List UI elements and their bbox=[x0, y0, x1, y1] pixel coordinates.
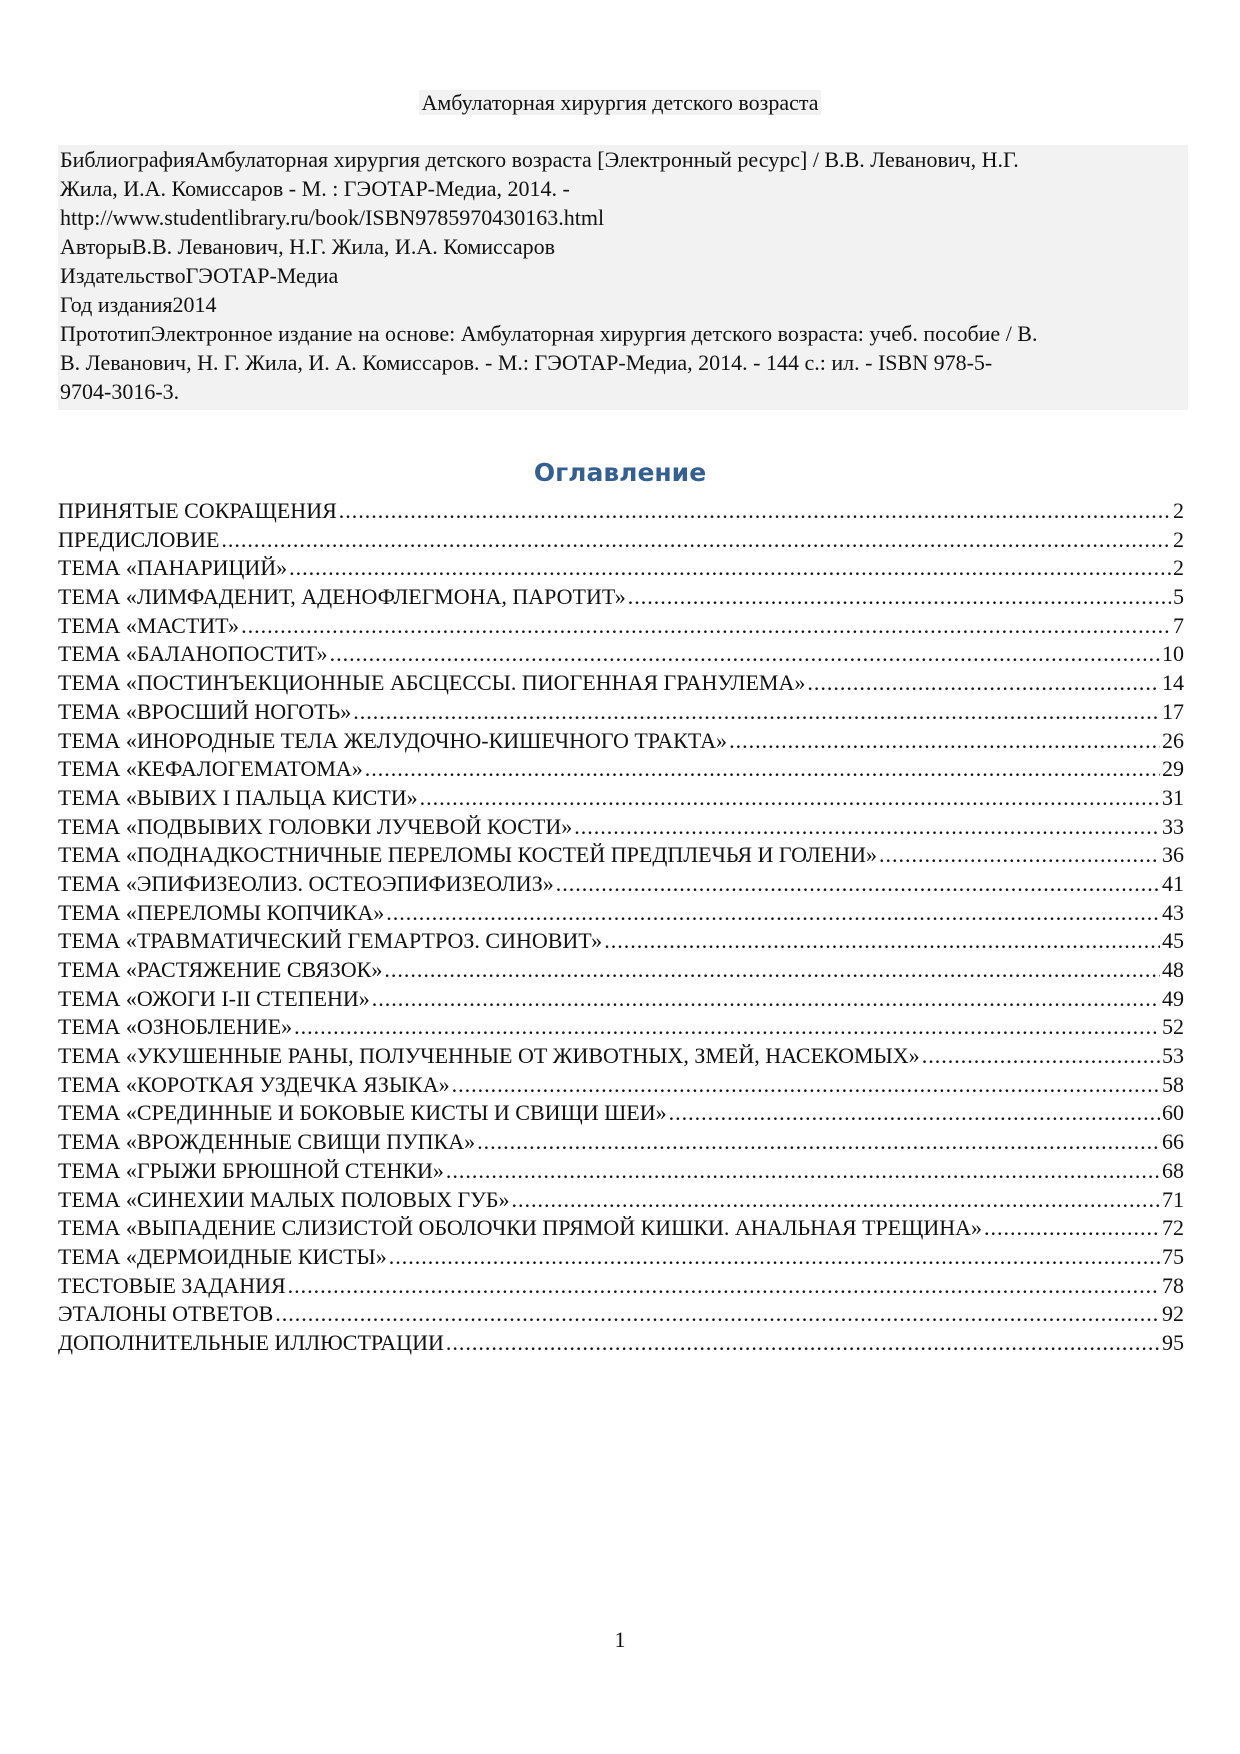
toc-entry-page: 29 bbox=[1162, 756, 1184, 782]
toc-entry[interactable] bbox=[58, 1300, 1184, 1329]
toc-dot-leader bbox=[221, 526, 1171, 555]
toc-heading: Оглавление bbox=[533, 458, 707, 487]
toc-dot-leader bbox=[365, 755, 1160, 784]
toc-entry-page: 95 bbox=[1162, 1329, 1184, 1355]
toc-entry-label: ТЕМА «ИНОРОДНЫЕ ТЕЛА ЖЕЛУДОЧНО-КИШЕЧНОГО ТРАКТА» bbox=[58, 727, 728, 753]
toc-dot-leader bbox=[386, 899, 1160, 928]
toc-entry[interactable] bbox=[58, 899, 1184, 928]
toc-entry-page: 78 bbox=[1162, 1272, 1184, 1298]
toc-entry-page: 5 bbox=[1173, 584, 1184, 610]
toc-entry-label: ТЕМА «ПОДНАДКОСТНИЧНЫЕ ПЕРЕЛОМЫ КОСТЕЙ ПРЕДПЛЕЧЬЯ И ГОЛЕНИ» bbox=[58, 842, 877, 868]
toc-entry-page: 92 bbox=[1162, 1301, 1184, 1327]
toc-dot-leader bbox=[353, 698, 1160, 727]
bibliography-url[interactable]: http://www.studentlibrary.ru/book/ISBN9785970430163.html bbox=[60, 205, 605, 230]
toc-entry-label: ТЕМА «ПАНАРИЦИЙ» bbox=[58, 555, 288, 581]
toc-entry-page: 66 bbox=[1162, 1129, 1184, 1155]
bibliography-line: АвторыВ.В. Леванович, Н.Г. Жила, И.А. Комиссаров bbox=[60, 234, 556, 259]
toc-entry[interactable] bbox=[58, 1071, 1184, 1100]
toc-dot-leader bbox=[389, 1243, 1160, 1272]
toc-dot-leader bbox=[452, 1071, 1160, 1100]
toc-dot-leader bbox=[922, 1042, 1160, 1071]
toc-dot-leader bbox=[574, 813, 1160, 842]
toc-entry[interactable] bbox=[58, 497, 1184, 526]
toc-entry[interactable] bbox=[58, 813, 1184, 842]
toc-dot-leader bbox=[511, 1186, 1160, 1215]
toc-dot-leader bbox=[879, 841, 1160, 870]
toc-entry[interactable] bbox=[58, 1099, 1184, 1128]
toc-entry-label: ТЕМА «РАСТЯЖЕНИЕ СВЯЗОК» bbox=[58, 957, 383, 982]
toc-entry-label: ТЕМА «МАСТИТ» bbox=[58, 612, 240, 638]
toc-dot-leader bbox=[420, 784, 1160, 813]
toc-entry-page: 52 bbox=[1162, 1014, 1184, 1040]
page-number: 1 bbox=[614, 1627, 626, 1652]
toc-dot-leader bbox=[446, 1157, 1160, 1186]
toc-entry-label: ТЕМА «ПОДВЫВИХ ГОЛОВКИ ЛУЧЕВОЙ КОСТИ» bbox=[58, 813, 573, 839]
toc-entry-label: ТЕМА «ТРАВМАТИЧЕСКИЙ ГЕМАРТРОЗ. СИНОВИТ» bbox=[58, 928, 603, 954]
toc-entry[interactable] bbox=[58, 640, 1184, 669]
toc-entry[interactable] bbox=[58, 1272, 1184, 1301]
toc-entry-page: 49 bbox=[1162, 985, 1184, 1011]
toc-entry[interactable] bbox=[58, 755, 1184, 784]
toc-entry[interactable] bbox=[58, 1042, 1184, 1071]
bibliography-line: 9704-3016-3. bbox=[60, 379, 180, 404]
toc-entry-page: 58 bbox=[1162, 1071, 1184, 1097]
toc-entry[interactable] bbox=[58, 526, 1184, 555]
toc-entry[interactable] bbox=[58, 1186, 1184, 1215]
toc-entry-page: 53 bbox=[1162, 1043, 1184, 1069]
toc-entry[interactable] bbox=[58, 1013, 1184, 1042]
toc-entry-label: ТЕМА «ВЫВИХ I ПАЛЬЦА КИСТИ» bbox=[58, 784, 418, 810]
toc-dot-leader bbox=[556, 870, 1160, 899]
toc-dot-leader bbox=[628, 583, 1171, 612]
toc-entry-page: 10 bbox=[1162, 641, 1184, 667]
toc-entry[interactable] bbox=[58, 985, 1184, 1014]
toc-dot-leader bbox=[288, 1272, 1160, 1301]
toc-entry[interactable] bbox=[58, 1214, 1184, 1243]
toc-entry[interactable] bbox=[58, 1243, 1184, 1272]
toc-entry[interactable] bbox=[58, 669, 1184, 698]
toc-dot-leader bbox=[330, 640, 1160, 669]
toc-dot-leader bbox=[669, 1099, 1160, 1128]
toc-entry-label: ТЕМА «ЭПИФИЗЕОЛИЗ. ОСТЕОЭПИФИЗЕОЛИЗ» bbox=[58, 870, 554, 896]
toc-dot-leader bbox=[275, 1300, 1160, 1329]
toc-entry-label: ПРИНЯТЫЕ СОКРАЩЕНИЯ bbox=[58, 498, 337, 523]
toc-entry[interactable] bbox=[58, 784, 1184, 813]
toc-entry-label: ТЕМА «КЕФАЛОГЕМАТОМА» bbox=[58, 756, 363, 782]
toc-entry-page: 36 bbox=[1162, 842, 1184, 868]
toc-entry-label: ТЕМА «ВРОЖДЕННЫЕ СВИЩИ ПУПКА» bbox=[58, 1129, 476, 1155]
bibliography-line: ИздательствоГЭОТАР-Медиа bbox=[60, 263, 339, 288]
document-title bbox=[0, 88, 1240, 118]
toc-entry-page: 2 bbox=[1173, 526, 1184, 552]
bibliography-line: Год издания2014 bbox=[60, 292, 217, 317]
toc-dot-leader bbox=[446, 1329, 1160, 1358]
toc-entry-page: 41 bbox=[1162, 870, 1184, 896]
toc-entry-page: 60 bbox=[1162, 1100, 1184, 1126]
toc-entry-label: ЭТАЛОНЫ ОТВЕТОВ bbox=[58, 1301, 274, 1327]
toc-entry-page: 45 bbox=[1162, 928, 1184, 954]
toc-dot-leader bbox=[984, 1214, 1160, 1243]
toc-dot-leader bbox=[729, 727, 1160, 756]
toc-dot-leader bbox=[604, 927, 1160, 956]
toc-entry[interactable] bbox=[58, 870, 1184, 899]
toc-entry[interactable] bbox=[58, 727, 1184, 756]
toc-entry-label: ТЕМА «ВЫПАДЕНИЕ СЛИЗИСТОЙ ОБОЛОЧКИ ПРЯМОЙ КИШКИ. АНАЛЬНАЯ ТРЕЩИНА» bbox=[58, 1215, 983, 1241]
toc-entry[interactable] bbox=[58, 1128, 1184, 1157]
toc-entry-page: 68 bbox=[1162, 1157, 1184, 1183]
toc-entry-label: ТЕМА «УКУШЕННЫЕ РАНЫ, ПОЛУЧЕННЫЕ ОТ ЖИВОТНЫХ, ЗМЕЙ, НАСЕКОМЫХ» bbox=[58, 1043, 920, 1069]
toc-dot-leader bbox=[241, 612, 1171, 641]
toc-entry-page: 75 bbox=[1162, 1243, 1184, 1269]
toc-entry-page: 71 bbox=[1162, 1186, 1184, 1212]
toc-entry[interactable] bbox=[58, 956, 1184, 985]
toc-entry-label: ТЕМА «ЛИМФАДЕНИТ, АДЕНОФЛЕГМОНА, ПАРОТИТ» bbox=[58, 584, 626, 610]
toc-entry[interactable] bbox=[58, 698, 1184, 727]
toc-dot-leader bbox=[339, 497, 1171, 526]
toc-entry-label: ТЕМА «ПОСТИНЪЕКЦИОННЫЕ АБСЦЕССЫ. ПИОГЕННАЯ ГРАНУЛЕМА» bbox=[58, 670, 806, 696]
toc-dot-leader bbox=[384, 956, 1160, 985]
bibliography-line: ПрототипЭлектронное издание на основе: Амбулаторная хирургия детского возраста: учеб. пособие / В. bbox=[60, 321, 1038, 346]
toc-dot-leader bbox=[372, 985, 1160, 1014]
toc-entry-page: 72 bbox=[1162, 1215, 1184, 1241]
toc-entry-page: 17 bbox=[1162, 698, 1184, 724]
toc-entry[interactable] bbox=[58, 612, 1184, 641]
toc-entry[interactable] bbox=[58, 583, 1184, 612]
toc-entry-label: ТЕМА «БАЛАНОПОСТИТ» bbox=[58, 641, 328, 667]
toc-entry-label: ТЕМА «ПЕРЕЛОМЫ КОПЧИКА» bbox=[58, 899, 385, 925]
toc-entry-label: ТЕСТОВЫЕ ЗАДАНИЯ bbox=[58, 1272, 286, 1298]
toc-entry[interactable] bbox=[58, 927, 1184, 956]
toc-entry-page: 33 bbox=[1162, 813, 1184, 839]
toc-entry[interactable] bbox=[58, 1329, 1184, 1358]
toc-entry-label: ТЕМА «ОЗНОБЛЕНИЕ» bbox=[58, 1014, 293, 1040]
table-of-contents bbox=[58, 497, 1184, 1358]
toc-entry[interactable] bbox=[58, 1157, 1184, 1186]
toc-entry-page: 2 bbox=[1173, 555, 1184, 581]
toc-dot-leader bbox=[294, 1013, 1160, 1042]
toc-entry-page: 48 bbox=[1162, 957, 1184, 982]
toc-entry-label: ТЕМА «СРЕДИННЫЕ И БОКОВЫЕ КИСТЫ И СВИЩИ ШЕИ» bbox=[58, 1100, 667, 1126]
toc-entry-page: 43 bbox=[1162, 899, 1184, 925]
toc-entry-label: ПРЕДИСЛОВИЕ bbox=[58, 526, 220, 552]
toc-dot-leader bbox=[807, 669, 1160, 698]
bibliography-line: В. Леванович, Н. Г. Жила, И. А. Комиссаров. - М.: ГЭОТАР-Медиа, 2014. - 144 с.: ил. - ISBN 978-5- bbox=[60, 350, 993, 375]
toc-dot-leader bbox=[289, 554, 1171, 583]
toc-entry-label: ТЕМА «КОРОТКАЯ УЗДЕЧКА ЯЗЫКА» bbox=[58, 1071, 450, 1097]
document-title-text: Амбулаторная хирургия детского возраста bbox=[421, 90, 819, 115]
toc-entry-label: ТЕМА «СИНЕХИИ МАЛЫХ ПОЛОВЫХ ГУБ» bbox=[58, 1186, 510, 1212]
toc-entry-label: ТЕМА «ВРОСШИЙ НОГОТЬ» bbox=[58, 698, 352, 724]
toc-entry-page: 7 bbox=[1173, 612, 1184, 638]
toc-entry-page: 26 bbox=[1162, 727, 1184, 753]
toc-entry-label: ДОПОЛНИТЕЛЬНЫЕ ИЛЛЮСТРАЦИИ bbox=[58, 1329, 444, 1355]
bibliography-block bbox=[58, 145, 1188, 410]
bibliography-line: Жила, И.А. Комиссаров - М. : ГЭОТАР-Медиа, 2014. - bbox=[60, 176, 570, 201]
toc-entry[interactable] bbox=[58, 554, 1184, 583]
toc-entry-page: 2 bbox=[1173, 498, 1184, 523]
bibliography-line: БиблиографияАмбулаторная хирургия детского возраста [Электронный ресурс] / В.В. Леванович, Н.Г. bbox=[60, 147, 1019, 172]
toc-entry-label: ТЕМА «ГРЫЖИ БРЮШНОЙ СТЕНКИ» bbox=[58, 1157, 444, 1183]
toc-entry-page: 31 bbox=[1162, 784, 1184, 810]
toc-dot-leader bbox=[477, 1128, 1160, 1157]
toc-entry-page: 14 bbox=[1162, 670, 1184, 696]
toc-entry[interactable] bbox=[58, 841, 1184, 870]
toc-entry-label: ТЕМА «ДЕРМОИДНЫЕ КИСТЫ» bbox=[58, 1243, 387, 1269]
toc-entry-label: ТЕМА «ОЖОГИ I-II СТЕПЕНИ» bbox=[58, 985, 370, 1011]
